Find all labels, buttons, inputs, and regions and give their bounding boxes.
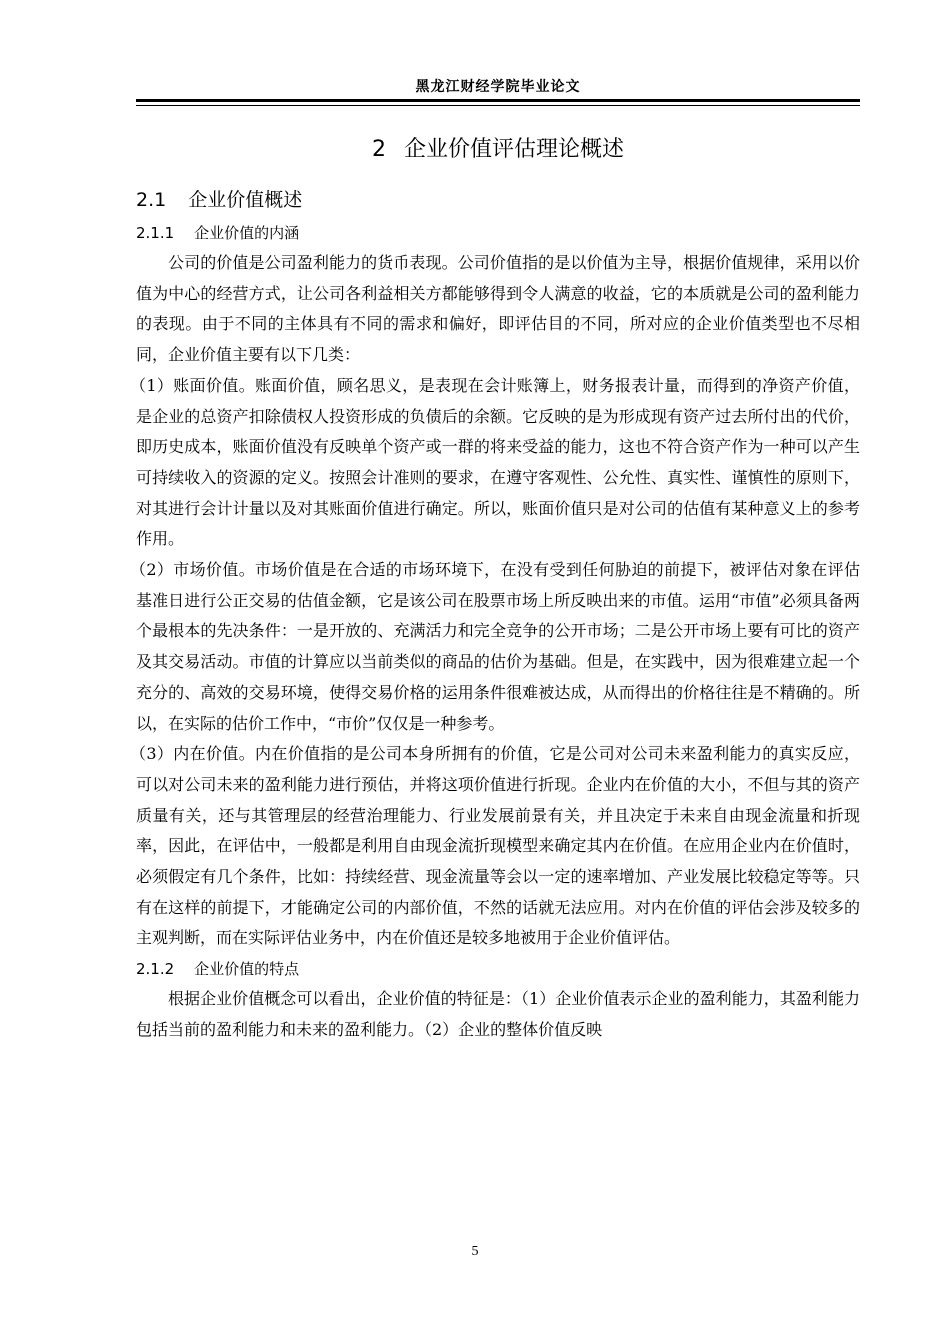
section-number: 2.1 <box>136 189 167 211</box>
header-rule-thick <box>136 99 860 102</box>
paragraph-characteristics: 根据企业价值概念可以看出，企业价值的特征是：（1）企业价值表示企业的盈利能力，其盈利能力包括当前的盈利能力和未来的盈利能力。（2）企业的整体价值反映 <box>136 989 860 1039</box>
paragraph-intro: 公司的价值是公司盈利能力的货币表现。公司价值指的是以价值为主导，根据价值规律，采用以价值为中心的经营方式，让公司各利益相关方都能够得到令人满意的收益，它的本质就是公司的盈利能力的表现。由于不同的主体具有不同的需求和偏好，即评估目的不同，所对应的企业价值类型也不尽相同，企业价值主要有以下几类： <box>136 253 860 365</box>
page-number: 5 <box>471 1244 479 1259</box>
subsection-heading-2-1-1 <box>136 218 860 248</box>
paragraph-book-value: （1）账面价值。账面价值，顾名思义，是表现在会计账簿上，财务报表计量，而得到的净资产价值，是企业的总资产扣除债权人投资形成的负债后的余额。它反映的是为形成现有资产过去所付出的代价，即历史成本，账面价值没有反映单个资产或一群的将来受益的能力，这也不符合资产作为一种可以产生可持续收入的资源的定义。按照会计准则的要求，在遵守客观性、公允性、真实性、谨慎性的原则下，对其进行会计计量以及对其账面价值进行确定。所以，账面价值只是对公司的估值有某种意义上的参考作用。 <box>130 375 860 549</box>
chapter-title <box>136 128 860 172</box>
chapter-title-text: 企业价值评估理论概述 <box>403 137 624 162</box>
section-heading-2-1 <box>136 182 860 218</box>
subsection-number: 2.1.1 <box>136 224 175 242</box>
running-header: 黑龙江财经学院毕业论文 <box>415 79 581 95</box>
subsection-title-text: 企业价值的内涵 <box>194 224 300 242</box>
subsection-title-text: 企业价值的特点 <box>194 960 300 979</box>
header-rule-thin <box>136 105 860 106</box>
subsection-number: 2.1.2 <box>136 960 175 979</box>
paragraph-market-value: （2）市场价值。市场价值是在合适的市场环境下，在没有受到任何胁迫的前提下，被评估对象在评估基准日进行公正交易的估值金额，它是该公司在股票市场上所反映出来的市值。运用“市值”必须具备两个最根本的先决条件：一是开放的、充满活力和完全竞争的公开市场；二是公开市场上要有可比的资产及其交易活动。市值的计算应以当前类似的商品的估价为基础。但是，在实践中，因为很难建立起一个充分的、高效的交易环境，使得交易价格的运用条件很难被达成，从而得出的价格往往是不精确的。所以，在实际的估价工作中，“市价”仅仅是一种参考。 <box>130 560 860 733</box>
subsection-heading-2-1-2 <box>136 954 860 984</box>
chapter-number: 2 <box>371 137 386 162</box>
paragraph-intrinsic-value: （3）内在价值。内在价值指的是公司本身所拥有的价值，它是公司对公司未来盈利能力的真实反应，可以对公司未来的盈利能力进行预估，并将这项价值进行折现。企业内在价值的大小，不但与其的资产质量有关，还与其管理层的经营治理能力、行业发展前景有关，并且决定于未来自由现金流量和折现率，因此，在评估中，一般都是利用自由现金流折现模型来确定其内在价值。在应用企业内在价值时，必须假定有几个条件，比如：持续经营、现金流量等会以一定的速率增加、产业发展比较稳定等等。只有在这样的前提下，才能确定公司的内部价值，不然的话就无法应用。对内在价值的评估会涉及较多的主观判断，而在实际评估业务中，内在价值还是较多地被用于企业价值评估。 <box>130 744 860 948</box>
page-content <box>130 128 860 1046</box>
section-title-text: 企业价值概述 <box>188 189 303 211</box>
